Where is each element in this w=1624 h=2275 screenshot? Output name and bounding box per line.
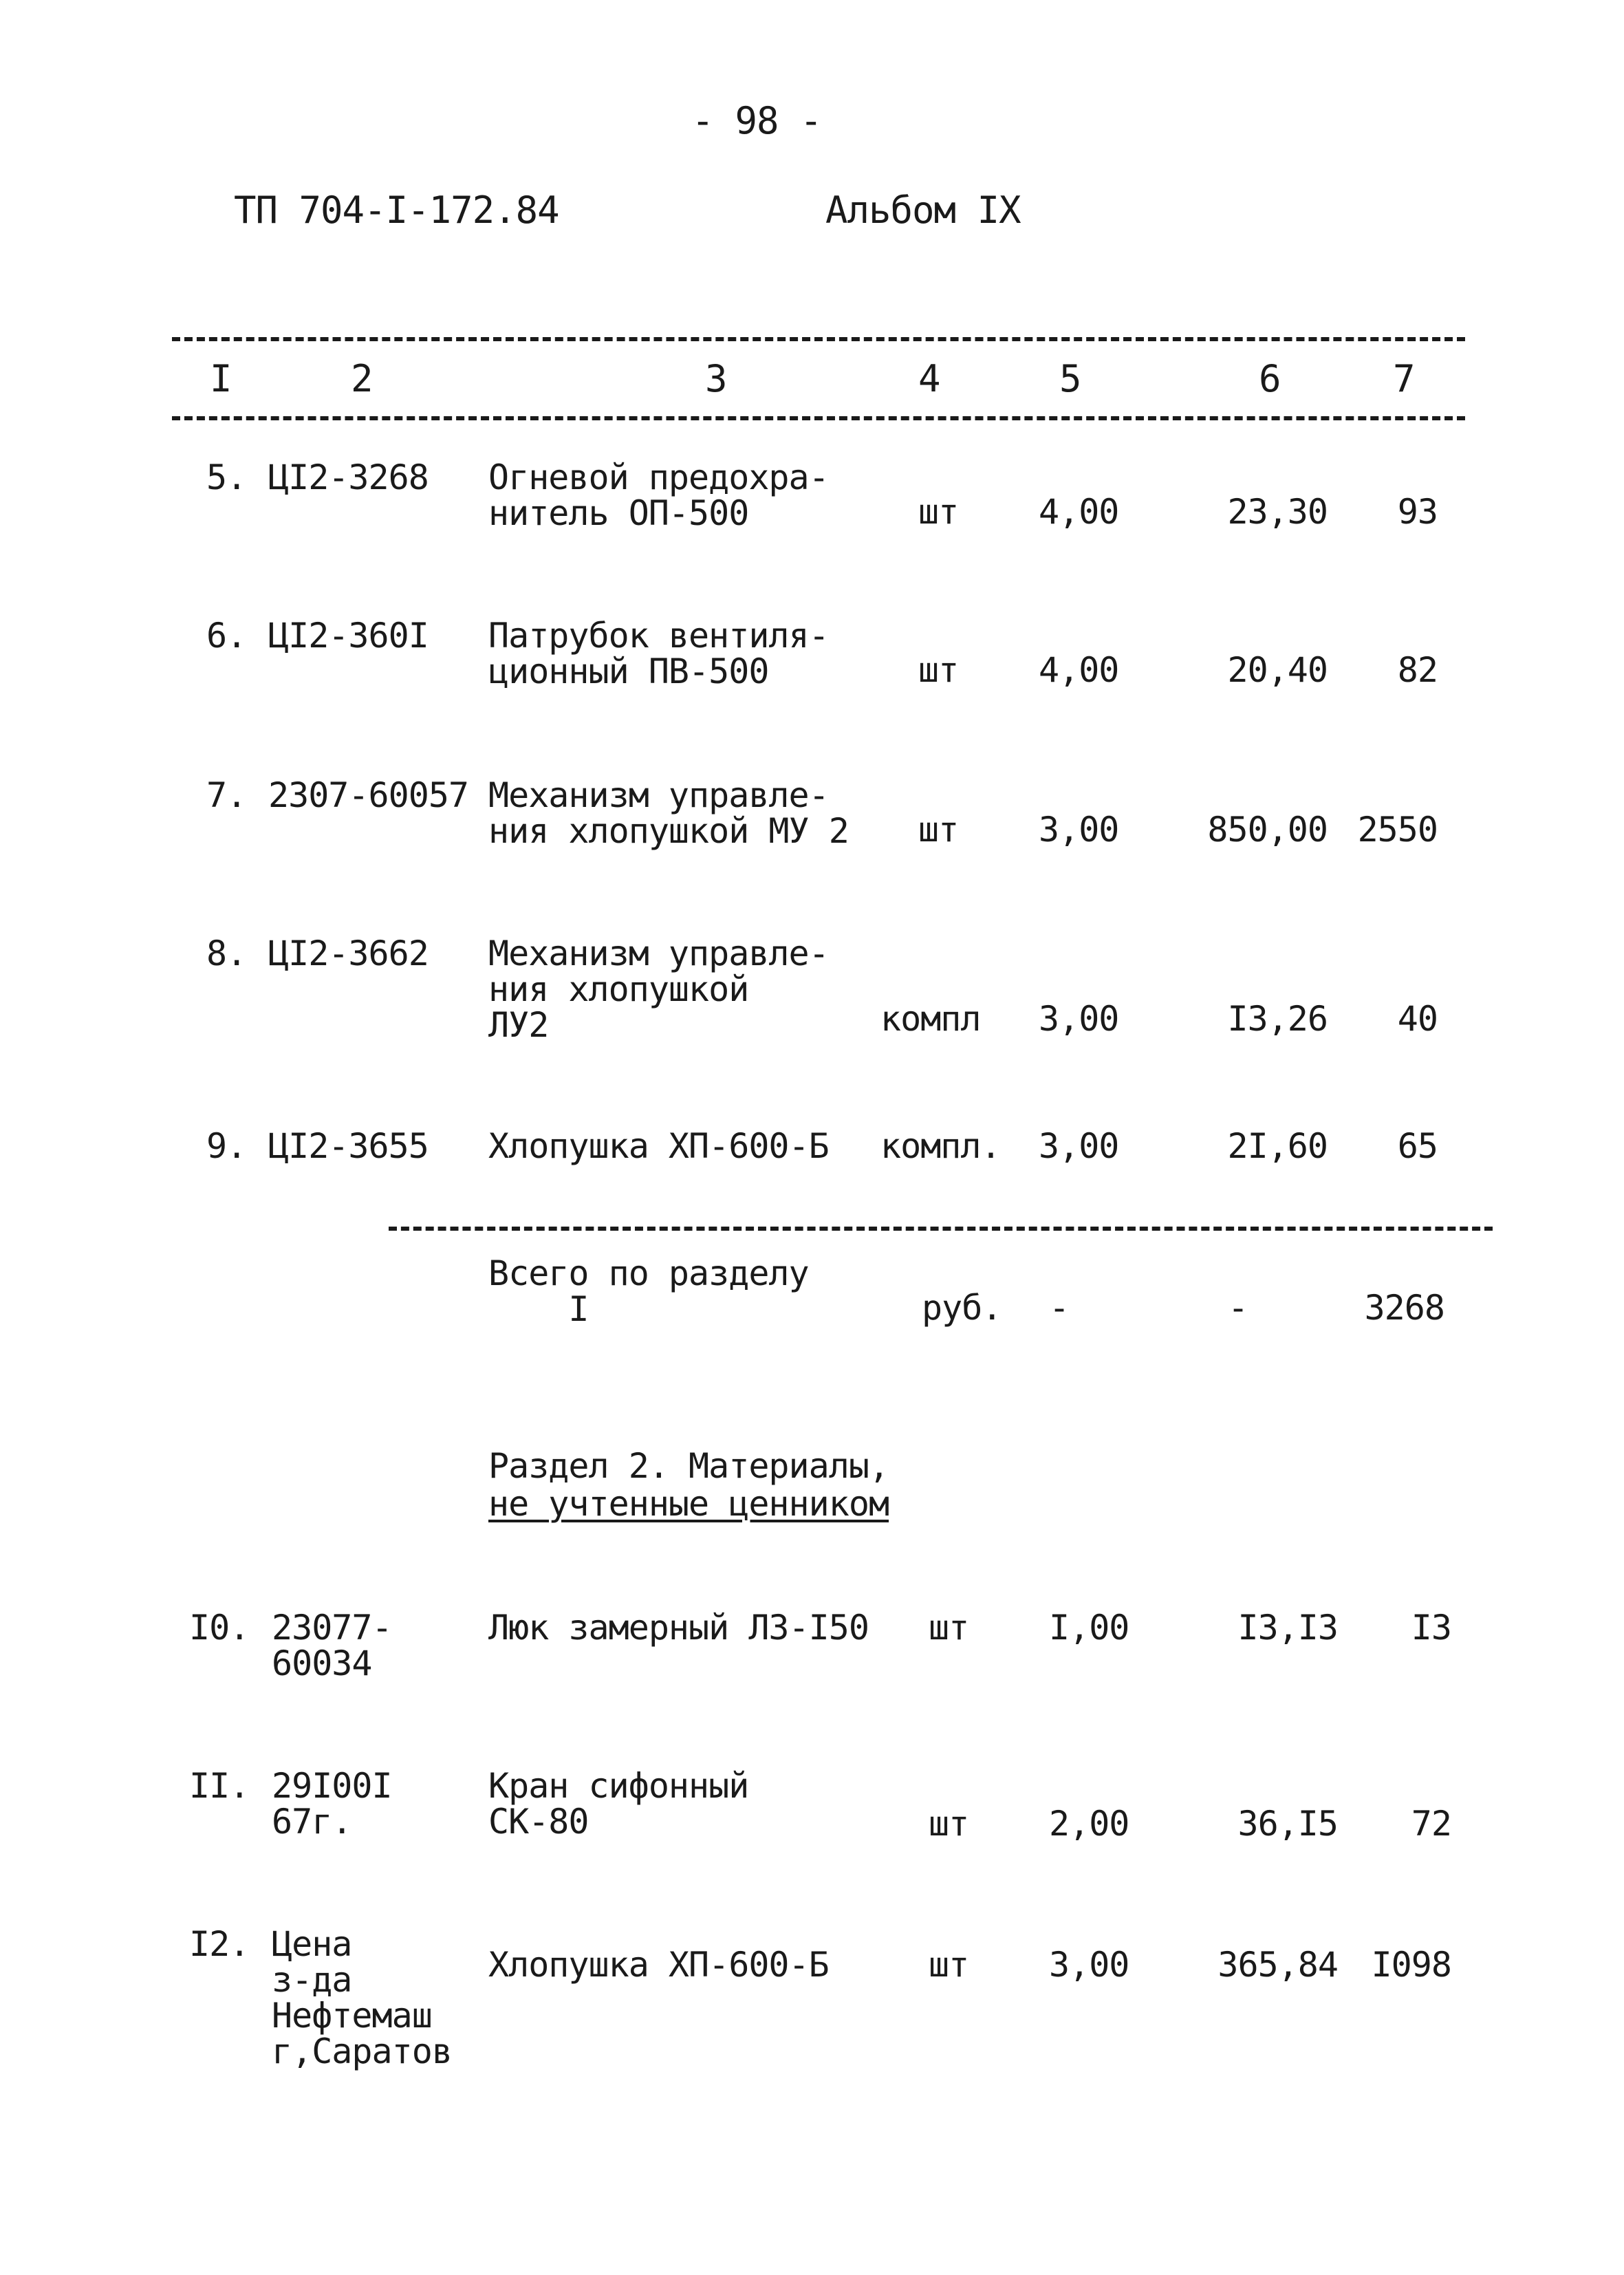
item-total: 93 [1397, 492, 1438, 532]
item-total: 65 [1397, 1126, 1438, 1166]
column-header-1: I [210, 357, 232, 400]
item-name: Хлопушка ХП-600-Б [488, 1126, 829, 1166]
column-header-5: 5 [1059, 357, 1081, 400]
item-quantity: 4,00 [1039, 492, 1119, 532]
subtotal-label: Всего по разделу I [488, 1253, 809, 1329]
column-header-6: 6 [1259, 357, 1281, 400]
subtotal-quantity: - [1049, 1288, 1070, 1328]
item-code: 29I00I 67г. [272, 1766, 392, 1842]
section-2-subheading: не учтенные ценником [488, 1484, 889, 1524]
item-code: ЦI2-360I [268, 616, 429, 656]
header-top-rule [172, 337, 1465, 341]
row-number: 9. [206, 1126, 247, 1166]
column-header-4: 4 [918, 357, 940, 400]
subtotal-total: 3268 [1364, 1288, 1444, 1328]
row-number: 6. [206, 616, 247, 656]
item-name: Патрубок вентиля- ционный ПВ-500 [488, 616, 829, 691]
item-total: I098 [1371, 1945, 1451, 1985]
item-total: 2550 [1357, 810, 1438, 850]
album-label: Альбом IX [825, 188, 1021, 232]
item-unit: шт [918, 492, 959, 532]
item-code: ЦI2-3655 [268, 1126, 429, 1166]
row-number: I0. [189, 1608, 250, 1648]
item-unit: компл [880, 999, 981, 1039]
row-number: I2. [189, 1924, 250, 1964]
row-number: II. [189, 1766, 250, 1806]
item-price: 2I,60 [1227, 1126, 1328, 1166]
column-header-3: 3 [705, 357, 727, 400]
item-unit: шт [929, 1945, 969, 1985]
item-code: ЦI2-3662 [268, 934, 429, 973]
item-unit: шт [929, 1804, 969, 1844]
row-number: 8. [206, 934, 247, 973]
item-price: 23,30 [1227, 492, 1328, 532]
document-code: ТП 704-I-172.84 [234, 188, 559, 232]
subtotal-rule [389, 1227, 1493, 1231]
row-number: 7. [206, 775, 247, 815]
item-unit: шт [918, 810, 959, 850]
item-price: I3,I3 [1237, 1608, 1338, 1648]
item-unit: шт [918, 650, 959, 690]
item-price: 36,I5 [1237, 1804, 1338, 1844]
item-quantity: 3,00 [1049, 1945, 1129, 1985]
item-total: 40 [1397, 999, 1438, 1039]
item-quantity: 3,00 [1039, 810, 1119, 850]
subtotal-unit: руб. [922, 1288, 1002, 1328]
item-quantity: 4,00 [1039, 650, 1119, 690]
item-name: Хлопушка ХП-600-Б [488, 1945, 829, 1985]
item-name: Механизм управле- ния хлопушкой МУ 2 [488, 775, 849, 851]
item-name: Механизм управле- ния хлопушкой ЛУ2 [488, 934, 829, 1045]
header-bottom-rule [172, 416, 1465, 420]
item-name: Кран сифонный СК-80 [488, 1766, 749, 1842]
column-header-7: 7 [1393, 357, 1415, 400]
item-name: Огневой предохра- нитель ОП-500 [488, 457, 829, 533]
item-total: 82 [1397, 650, 1438, 690]
item-code: 2307-60057 [268, 775, 469, 815]
item-total: I3 [1411, 1608, 1451, 1648]
item-quantity: 3,00 [1039, 1126, 1119, 1166]
item-unit: шт [929, 1608, 969, 1648]
row-number: 5. [206, 457, 247, 497]
subtotal-price: - [1228, 1288, 1248, 1328]
item-quantity: 3,00 [1039, 999, 1119, 1039]
column-header-2: 2 [351, 357, 373, 400]
item-unit: компл. [880, 1126, 1001, 1166]
item-quantity: I,00 [1049, 1608, 1129, 1648]
item-name: Люк замерный ЛЗ-I50 [488, 1608, 869, 1648]
item-total: 72 [1411, 1804, 1451, 1844]
item-quantity: 2,00 [1049, 1804, 1129, 1844]
item-code: 23077- 60034 [272, 1608, 392, 1683]
item-code: Цена з-да Нефтемаш г,Саратов [272, 1924, 452, 2071]
section-2-heading: Раздел 2. Материалы, [488, 1446, 889, 1486]
item-price: 850,00 [1207, 810, 1328, 850]
item-code: ЦI2-3268 [268, 457, 429, 497]
item-price: 365,84 [1217, 1945, 1338, 1985]
page-number: - 98 - [691, 99, 822, 142]
item-price: 20,40 [1227, 650, 1328, 690]
item-price: I3,26 [1227, 999, 1328, 1039]
